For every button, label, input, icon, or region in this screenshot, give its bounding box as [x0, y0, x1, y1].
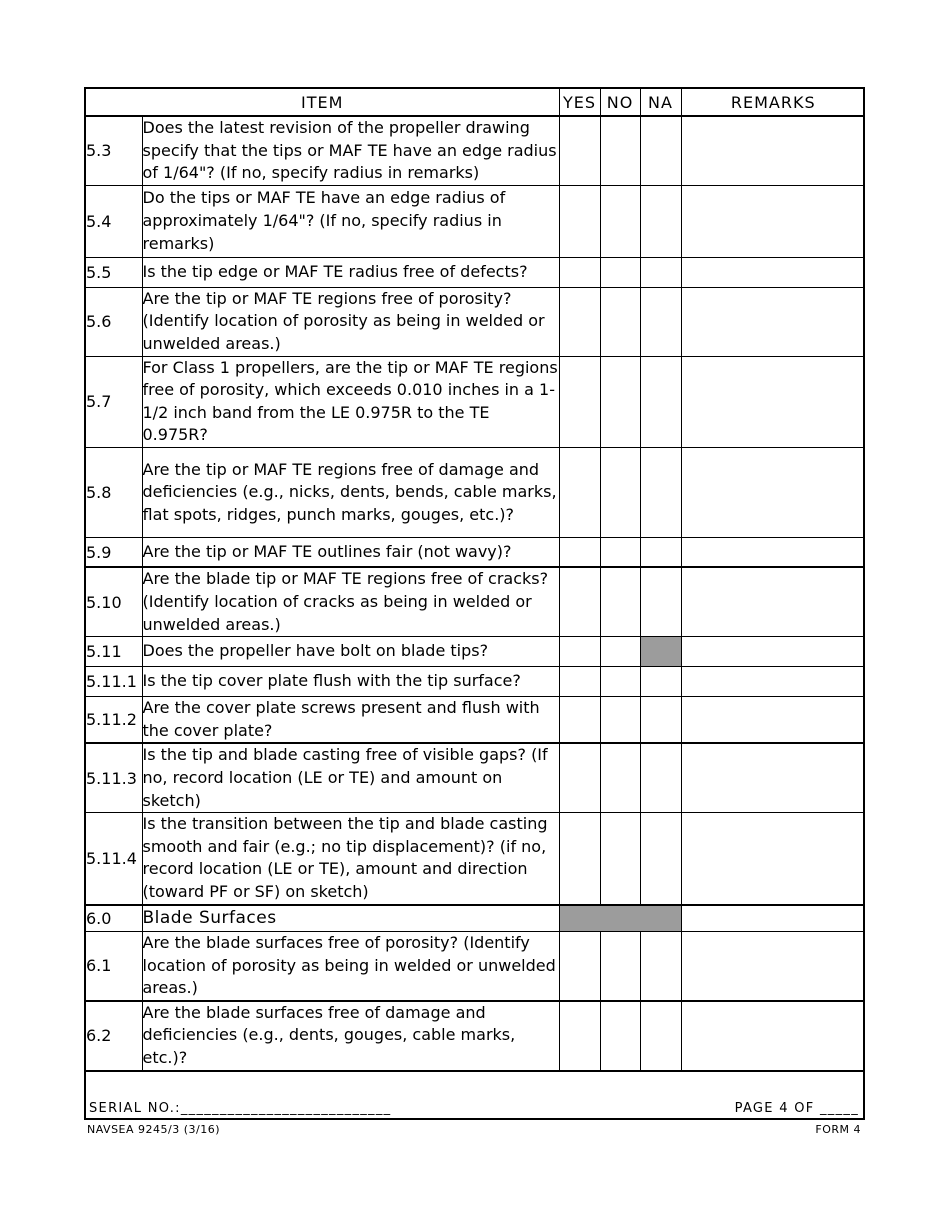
table-row [86, 257, 865, 287]
yes-cell[interactable] [559, 447, 600, 537]
yes-cell[interactable] [559, 813, 600, 905]
table-row [86, 637, 865, 667]
section-number: 6.0 [86, 905, 142, 932]
item-question: Are the blade tip or MAF TE regions free of cracks? (Identify location of cracks as being in welded or unwelded areas.) [142, 567, 559, 636]
no-cell[interactable] [600, 567, 640, 636]
na-cell[interactable] [640, 697, 681, 744]
remarks-cell[interactable] [681, 743, 865, 812]
yes-cell[interactable] [559, 537, 600, 567]
item-question: Is the tip edge or MAF TE radius free of defects? [142, 257, 559, 287]
item-number: 5.7 [86, 356, 142, 447]
yes-cell[interactable] [559, 356, 600, 447]
item-question: Is the tip cover plate flush with the tip surface? [142, 667, 559, 697]
item-number: 5.11.4 [86, 813, 142, 905]
item-question: Are the tip or MAF TE outlines fair (not wavy)? [142, 537, 559, 567]
remarks-cell[interactable] [681, 116, 865, 185]
no-cell[interactable] [600, 447, 640, 537]
table-row [86, 1001, 865, 1071]
section-title: Blade Surfaces [142, 905, 559, 932]
item-number: 5.11.1 [86, 667, 142, 697]
table-row [86, 537, 865, 567]
na-cell[interactable] [640, 185, 681, 257]
item-question: Are the tip or MAF TE regions free of damage and deficiencies (e.g., nicks, dents, bends, cable marks, flat spots, ridges, punch marks, gouges, etc.)? [142, 447, 559, 537]
item-question: Are the cover plate screws present and flush with the cover plate? [142, 697, 559, 744]
na-cell[interactable] [640, 567, 681, 636]
remarks-cell[interactable] [681, 447, 865, 537]
item-question: Are the blade surfaces free of porosity? (Identify location of porosity as being in welded or unwelded areas.) [142, 932, 559, 1001]
inspection-form [84, 87, 865, 1120]
yes-cell[interactable] [559, 116, 600, 185]
remarks-cell[interactable] [681, 813, 865, 905]
item-number: 5.6 [86, 287, 142, 356]
header-remarks: REMARKS [681, 89, 865, 116]
item-question: Does the propeller have bolt on blade tips? [142, 637, 559, 667]
item-number: 6.1 [86, 932, 142, 1001]
na-cell[interactable] [640, 257, 681, 287]
yes-cell[interactable] [559, 697, 600, 744]
header-na: NA [640, 89, 681, 116]
item-question: Are the blade surfaces free of damage and deficiencies (e.g., dents, gouges, cable marks, etc.)? [142, 1001, 559, 1071]
no-cell[interactable] [600, 743, 640, 812]
page-number-field[interactable]: PAGE 4 OF _____ [734, 1101, 859, 1116]
no-cell[interactable] [600, 287, 640, 356]
remarks-cell[interactable] [681, 356, 865, 447]
na-cell[interactable] [640, 813, 681, 905]
remarks-cell[interactable] [681, 257, 865, 287]
na-cell[interactable] [640, 743, 681, 812]
na-cell[interactable] [640, 932, 681, 1001]
na-cell[interactable] [640, 537, 681, 567]
table-row [86, 116, 865, 185]
no-cell[interactable] [600, 185, 640, 257]
remarks-cell[interactable] [681, 667, 865, 697]
no-cell[interactable] [600, 356, 640, 447]
item-number: 5.9 [86, 537, 142, 567]
table-row [86, 667, 865, 697]
item-number: 5.3 [86, 116, 142, 185]
yes-cell[interactable] [559, 667, 600, 697]
serial-number-field[interactable]: SERIAL NO.:___________________________ [89, 1101, 392, 1116]
no-cell[interactable] [600, 1001, 640, 1071]
item-number: 5.11.2 [86, 697, 142, 744]
item-number: 5.11.3 [86, 743, 142, 812]
header-no: NO [600, 89, 640, 116]
yes-cell[interactable] [559, 743, 600, 812]
no-cell[interactable] [600, 697, 640, 744]
na-cell-shaded [640, 637, 681, 667]
table-row [86, 567, 865, 636]
table-row [86, 356, 865, 447]
remarks-cell[interactable] [681, 697, 865, 744]
item-number: 6.2 [86, 1001, 142, 1071]
section-shaded-cells [559, 905, 681, 932]
na-cell[interactable] [640, 116, 681, 185]
no-cell[interactable] [600, 932, 640, 1001]
na-cell[interactable] [640, 356, 681, 447]
table-row [86, 447, 865, 537]
item-number: 5.11 [86, 637, 142, 667]
table-row [86, 185, 865, 257]
item-question: Are the tip or MAF TE regions free of porosity? (Identify location of porosity as being in welded or unwelded areas.) [142, 287, 559, 356]
yes-cell[interactable] [559, 932, 600, 1001]
table-row [86, 287, 865, 356]
na-cell[interactable] [640, 667, 681, 697]
remarks-cell[interactable] [681, 567, 865, 636]
yes-cell[interactable] [559, 287, 600, 356]
item-number: 5.8 [86, 447, 142, 537]
table-row [86, 813, 865, 905]
yes-cell[interactable] [559, 637, 600, 667]
header-item: ITEM [86, 89, 559, 116]
remarks-cell[interactable] [681, 932, 865, 1001]
item-question: For Class 1 propellers, are the tip or MAF TE regions free of porosity, which exceeds 0.010 inches in a 1-1/2 inch band from the LE 0.975R to the TE 0.975R? [142, 356, 559, 447]
no-cell[interactable] [600, 116, 640, 185]
yes-cell[interactable] [559, 257, 600, 287]
table-row [86, 697, 865, 744]
remarks-cell[interactable] [681, 1001, 865, 1071]
header-yes: YES [559, 89, 600, 116]
item-number: 5.5 [86, 257, 142, 287]
item-question: Is the tip and blade casting free of visible gaps? (If no, record location (LE or TE) and amount on sketch) [142, 743, 559, 812]
na-cell[interactable] [640, 287, 681, 356]
remarks-cell[interactable] [681, 537, 865, 567]
item-question: Do the tips or MAF TE have an edge radius of approximately 1/64"? (If no, specify radius in remarks) [142, 185, 559, 257]
no-cell[interactable] [600, 257, 640, 287]
remarks-cell[interactable] [681, 637, 865, 667]
form-id: NAVSEA 9245/3 (3/16) [87, 1123, 221, 1136]
table-row [86, 932, 865, 1001]
header-row [86, 89, 865, 116]
yes-cell[interactable] [559, 567, 600, 636]
item-question: Does the latest revision of the propeller drawing specify that the tips or MAF TE have an edge radius of 1/64"? (If no, specify radius in remarks) [142, 116, 559, 185]
item-number: 5.10 [86, 567, 142, 636]
remarks-cell[interactable] [681, 185, 865, 257]
yes-cell[interactable] [559, 185, 600, 257]
no-cell[interactable] [600, 667, 640, 697]
checklist-table [86, 89, 865, 1072]
remarks-cell[interactable] [681, 905, 865, 932]
table-row [86, 743, 865, 812]
item-question: Is the transition between the tip and blade casting smooth and fair (e.g.; no tip displacement)? (if no, record location (LE or TE), amount and direction (toward PF or SF) on sketch) [142, 813, 559, 905]
na-cell[interactable] [640, 447, 681, 537]
form-name: FORM 4 [815, 1123, 861, 1136]
na-cell[interactable] [640, 1001, 681, 1071]
remarks-cell[interactable] [681, 287, 865, 356]
yes-cell[interactable] [559, 1001, 600, 1071]
no-cell[interactable] [600, 813, 640, 905]
section-row [86, 905, 865, 932]
item-number: 5.4 [86, 185, 142, 257]
no-cell[interactable] [600, 637, 640, 667]
no-cell[interactable] [600, 537, 640, 567]
